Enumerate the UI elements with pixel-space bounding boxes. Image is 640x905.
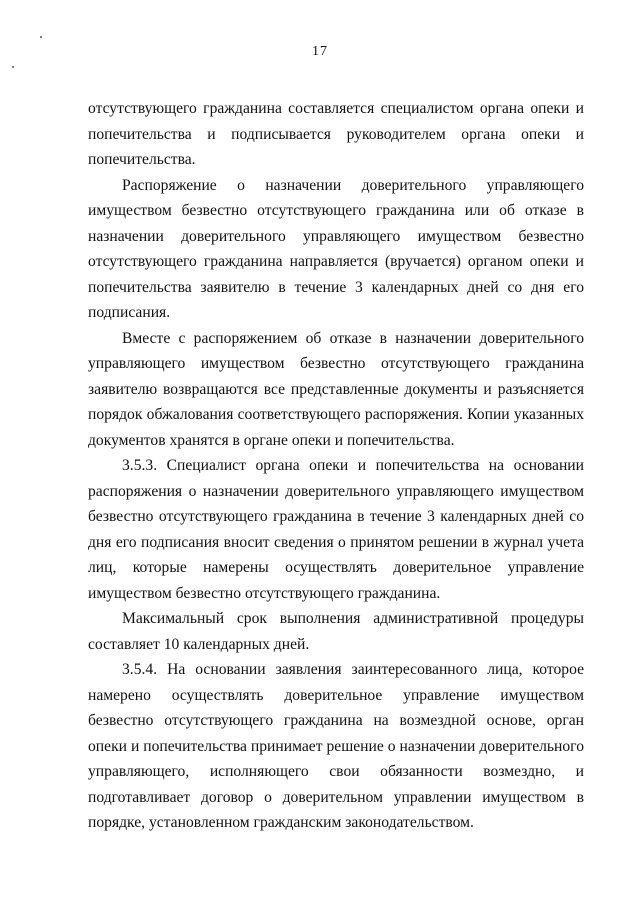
paragraph-1: отсутствующего гражданина составляется специалистом органа опеки и попечительства и подписывается руководителем органа опеки и попечительства. (88, 100, 584, 168)
paragraph-2: Распоряжение о назначении доверительного управляющего имуществом безвестно отсутствующего гражданина или об отказе в назначении доверительного управляющего имуществом безвестно отсутствующего гражданина направляется (вручается) органом опеки и попечительства заявителю в течение 3 календарных дней со дня его подписания. (88, 176, 584, 321)
document-body (88, 96, 584, 836)
page-number: 17 (312, 44, 328, 59)
scan-speck (40, 36, 42, 38)
paragraph-6: 3.5.4. На основании заявления заинтересованного лица, которое намерено осуществлять доверительное управление имуществом безвестно отсутствующего гражданина на возмездной основе, орган опеки и попечительства принимает решение о назначении доверительного управляющего, исполняющего свои обязанности возмездно, и подготавливает договор о доверительном управлении имуществом в порядке, установленном гражданским законодательством. (88, 661, 584, 831)
paragraph-3: Вместе с распоряжением об отказе в назначении доверительного управляющего имуществом безвестно отсутствующего гражданина заявителю возвращаются все представленные документы и разъясняется порядок обжалования соответствующего распоряжения. Копии указанных документов хранятся в органе опеки и попечительства. (88, 329, 584, 449)
paragraph-5: Максимальный срок выполнения административной процедуры составляет 10 календарных дней. (88, 610, 584, 653)
paragraph-4: 3.5.3. Специалист органа опеки и попечительства на основании распоряжения о назначении доверительного управляющего имуществом безвестно отсутствующего гражданина в течение 3 календарных дней со дня его подписания вносит сведения о принятом решении в журнал учета лиц, которые намерены осуществлять доверительное управление имуществом безвестно отсутствующего гражданина. (88, 457, 584, 602)
scan-speck (12, 66, 14, 68)
